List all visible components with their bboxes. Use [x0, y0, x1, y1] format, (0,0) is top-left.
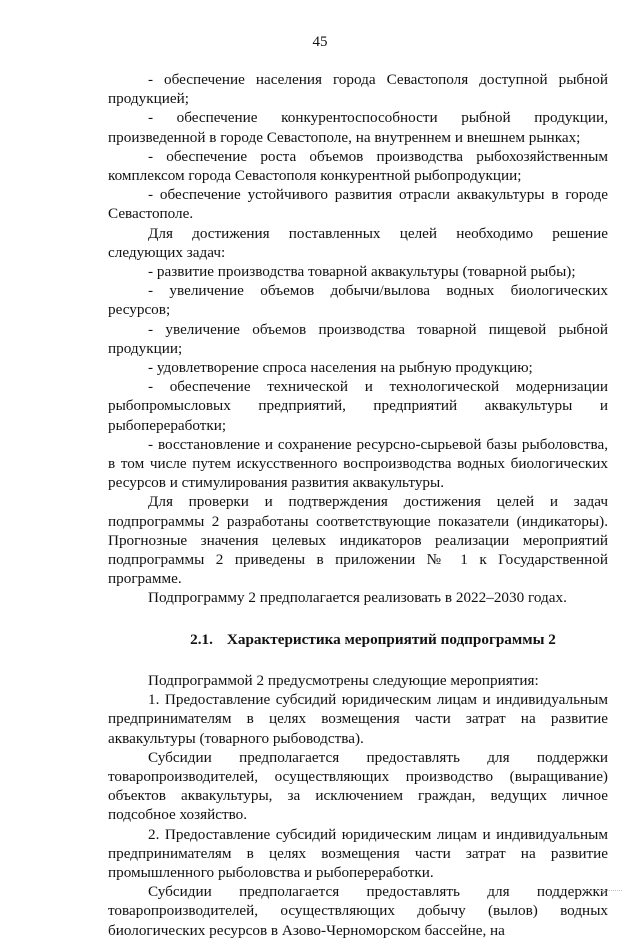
paragraph: - обеспечение технической и технологической модернизации рыбопромысловых предприятий, предприятий аквакультуры и рыбопереработки;	[108, 378, 608, 434]
section-number: 2.1.	[190, 630, 213, 648]
paragraph: Подпрограмму 2 предполагается реализовать в 2022–2030 годах.	[148, 589, 567, 607]
paragraph: - обеспечение населения города Севастополя доступной рыбной продукцией;	[108, 71, 608, 108]
paragraph: 1. Предоставление субсидий юридическим лицам и индивидуальным предпринимателям в целях возмещения части затрат на развитие аквакультуры (товарного рыбоводства).	[108, 691, 608, 747]
page-number: 45	[312, 34, 328, 50]
paragraph: 2. Предоставление субсидий юридическим лицам и индивидуальным предпринимателям в целях возмещения части затрат на развитие промышленного рыболовства и рыбопереработки.	[108, 825, 608, 881]
paragraph: - увеличение объемов добычи/вылова водных биологических ресурсов;	[108, 282, 608, 319]
paragraph: - обеспечение конкурентоспособности рыбной продукции, произведенной в городе Севастополе, на внутреннем и внешнем рынках;	[108, 109, 608, 146]
paragraph: - обеспечение роста объемов производства рыбохозяйственным комплексом города Севастополя конкурентной рыбопродукции;	[108, 147, 608, 185]
paragraph: Субсидии предполагается предоставлять для поддержки товаропроизводителей, осуществляющих производство (выращивание) объектов аквакультуры, за исключением граждан, ведущих личное подсобное хозяйство.	[108, 748, 608, 824]
paragraph: - увеличение объемов производства товарной пищевой рыбной продукции;	[108, 320, 608, 357]
paragraph: - восстановление и сохранение ресурсно-сырьевой базы рыболовства, в том числе путем искусственного воспроизводства водных биологических ресурсов и стимулирования развития аквакультуры.	[108, 435, 608, 492]
section-heading	[108, 630, 608, 649]
document-body	[108, 70, 608, 940]
scan-artifact	[582, 890, 622, 897]
section-title: Характеристика мероприятий подпрограммы 2	[226, 630, 556, 648]
paragraph: - развитие производства товарной аквакультуры (товарной рыбы);	[148, 263, 576, 281]
paragraph: - обеспечение устойчивого развития отрасли аквакультуры в городе Севастополе.	[108, 186, 608, 223]
paragraph: Для проверки и подтверждения достижения целей и задач подпрограммы 2 разработаны соответствующие показатели (индикаторы). Прогнозные значения целевых индикаторов реализации мероприятий подпрограммы 2 приведены в приложении № 1 к Государственной программе.	[108, 493, 608, 588]
paragraph: - удовлетворение спроса населения на рыбную продукцию;	[148, 359, 533, 377]
paragraph: Субсидии предполагается предоставлять для поддержки товаропроизводителей, осуществляющих добычу (вылов) водных биологических ресурсов в Азово-Черноморском бассейне, на	[108, 883, 608, 939]
paragraph: Для достижения поставленных целей необходимо решение следующих задач:	[108, 224, 608, 261]
paragraph: Подпрограммой 2 предусмотрены следующие мероприятия:	[148, 671, 539, 689]
